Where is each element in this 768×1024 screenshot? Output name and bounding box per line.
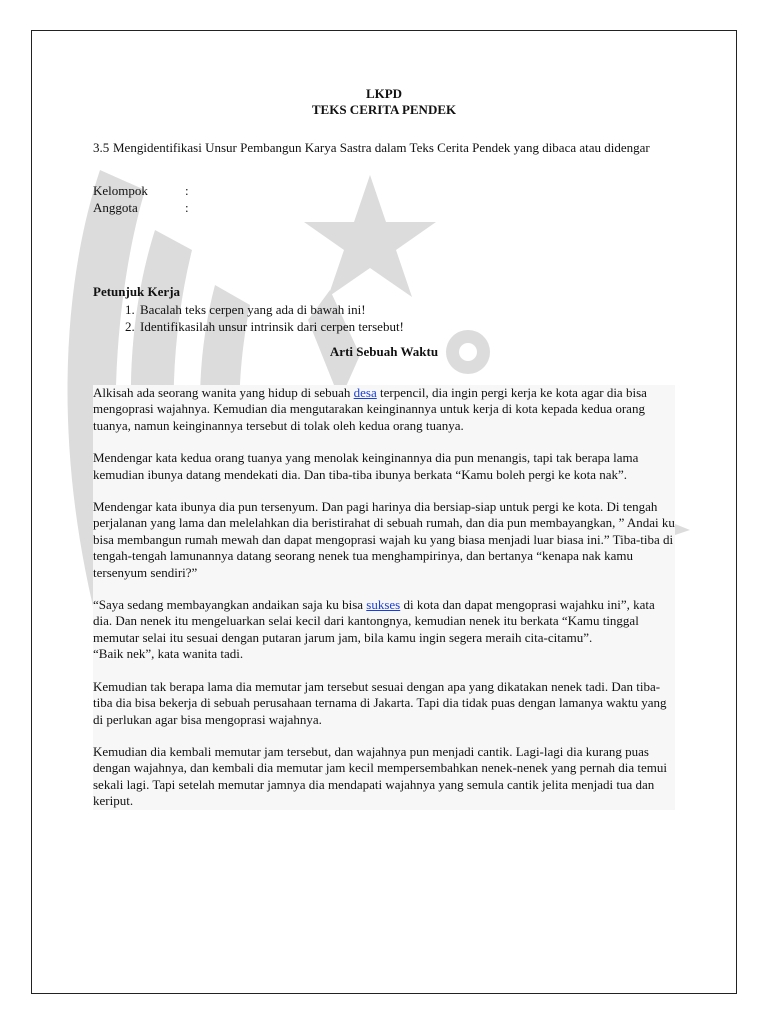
story-text: di kota dan dapat mengoprasi wajahku ini”, kata dia. Dan nenek itu mengeluarkan selai kecil dari kantongnya, kemudian nenek itu berkata “Kamu tinggal memutar selai itu sesuai dengan putaran jarum jam, bila kamu ingin segera meraih cita-citamu”.	[93, 597, 655, 645]
field-anggota	[93, 199, 675, 216]
identity-fields	[93, 182, 675, 216]
story-paragraph-5: Kemudian tak berapa lama dia memutar jam tersebut sesuai dengan apa yang dikatakan nenek tadi. Dan tiba-tiba dia bisa bekerja di sebuah perusahaan ternama di Jakarta. Tapi dia tidak puas dengan lamanya waktu yang di perlukan agar bisa mengoprasi wajahnya.	[93, 678, 667, 727]
story-text: Alkisah ada seorang wanita yang hidup di sebuah	[93, 385, 354, 400]
story-text: “Saya sedang membayangkan andaikan saja ku bisa	[93, 597, 367, 613]
instructions	[93, 284, 675, 335]
list-item: 2. Identifikasilah unsur intrinsik dari cerpen tersebut!	[138, 318, 675, 335]
instructions-list	[93, 301, 675, 335]
field-separator: :	[185, 183, 189, 198]
story-body	[93, 385, 675, 810]
desa-link[interactable]: desa	[353, 385, 377, 400]
kd-number: 3.5	[93, 140, 110, 155]
document-content	[93, 86, 675, 814]
field-label: Anggota	[93, 200, 138, 215]
sukses-link[interactable]: sukses	[366, 597, 401, 613]
story-title: Arti Sebuah Waktu	[329, 344, 439, 359]
basic-competency	[93, 140, 675, 156]
list-item: 1. Bacalah teks cerpen yang ada di bawah ini!	[138, 301, 675, 318]
story-paragraph-3: Mendengar kata ibunya dia pun tersenyum. Dan pagi harinya dia bersiap-siap untuk pergi ke kota. Di tengah perjalanan yang lama dan melelahkan dia beristirahat di sebuah rumah, dan dia pun membayangkan, ” Andai ku bisa membangun rumah mewah dan dapat mengoprasi wajah ku yang biasa menjadi luar biasa ini.” Tiba-tiba di tengah-tengah lamunannya datang seorang nenek tua menghampirinya, dan bertanya “kenapa nak kamu tersenyum sendiri?”	[93, 499, 675, 580]
field-separator: :	[185, 200, 189, 215]
story-text: “Baik nek”, kata wanita tadi.	[93, 646, 244, 662]
story-text: terpencil, dia ingin pergi kerja ke kota agar dia bisa mengoprasi wajahnya. Kemudian dia mengutarakan keinginannya untuk kerja di kota kepada kedua orang tuanya, namun keinginannya tersebut di tolak oleh kedua orang tuanya.	[93, 385, 647, 433]
kd-text: Mengidentifikasi Unsur Pembangun Karya Sastra dalam Teks Cerita Pendek yang dibaca atau didengar	[113, 140, 650, 155]
field-kelompok	[93, 182, 675, 199]
story-paragraph-1	[93, 385, 675, 434]
document-subtitle: TEKS CERITA PENDEK	[311, 102, 457, 117]
field-label: Kelompok	[93, 183, 148, 198]
story-paragraph-6: Kemudian dia kembali memutar jam tersebut, dan wajahnya pun menjadi cantik. Lagi-lagi dia kurang puas dengan wajahnya, dan kembali dia memutar jam kecil mempersembahkan nenek-nenek yang pernah dia temui sekali lagi. Tapi setelah memutar jamnya dia mendapati wajahnya yang semula cantik jelita menjadi tua dan keriput.	[93, 743, 667, 809]
instructions-title: Petunjuk Kerja	[93, 284, 181, 299]
story-paragraph-4	[93, 597, 675, 663]
story-paragraph-2: Mendengar kata kedua orang tuanya yang menolak keinginannya dia pun menangis, tapi tak berapa lama kemudian ibunya datang mendekati dia. Dan tiba-tiba ibunya berkata “Kamu boleh pergi ke kota nak”.	[93, 450, 639, 482]
document-title: LKPD	[365, 86, 403, 101]
